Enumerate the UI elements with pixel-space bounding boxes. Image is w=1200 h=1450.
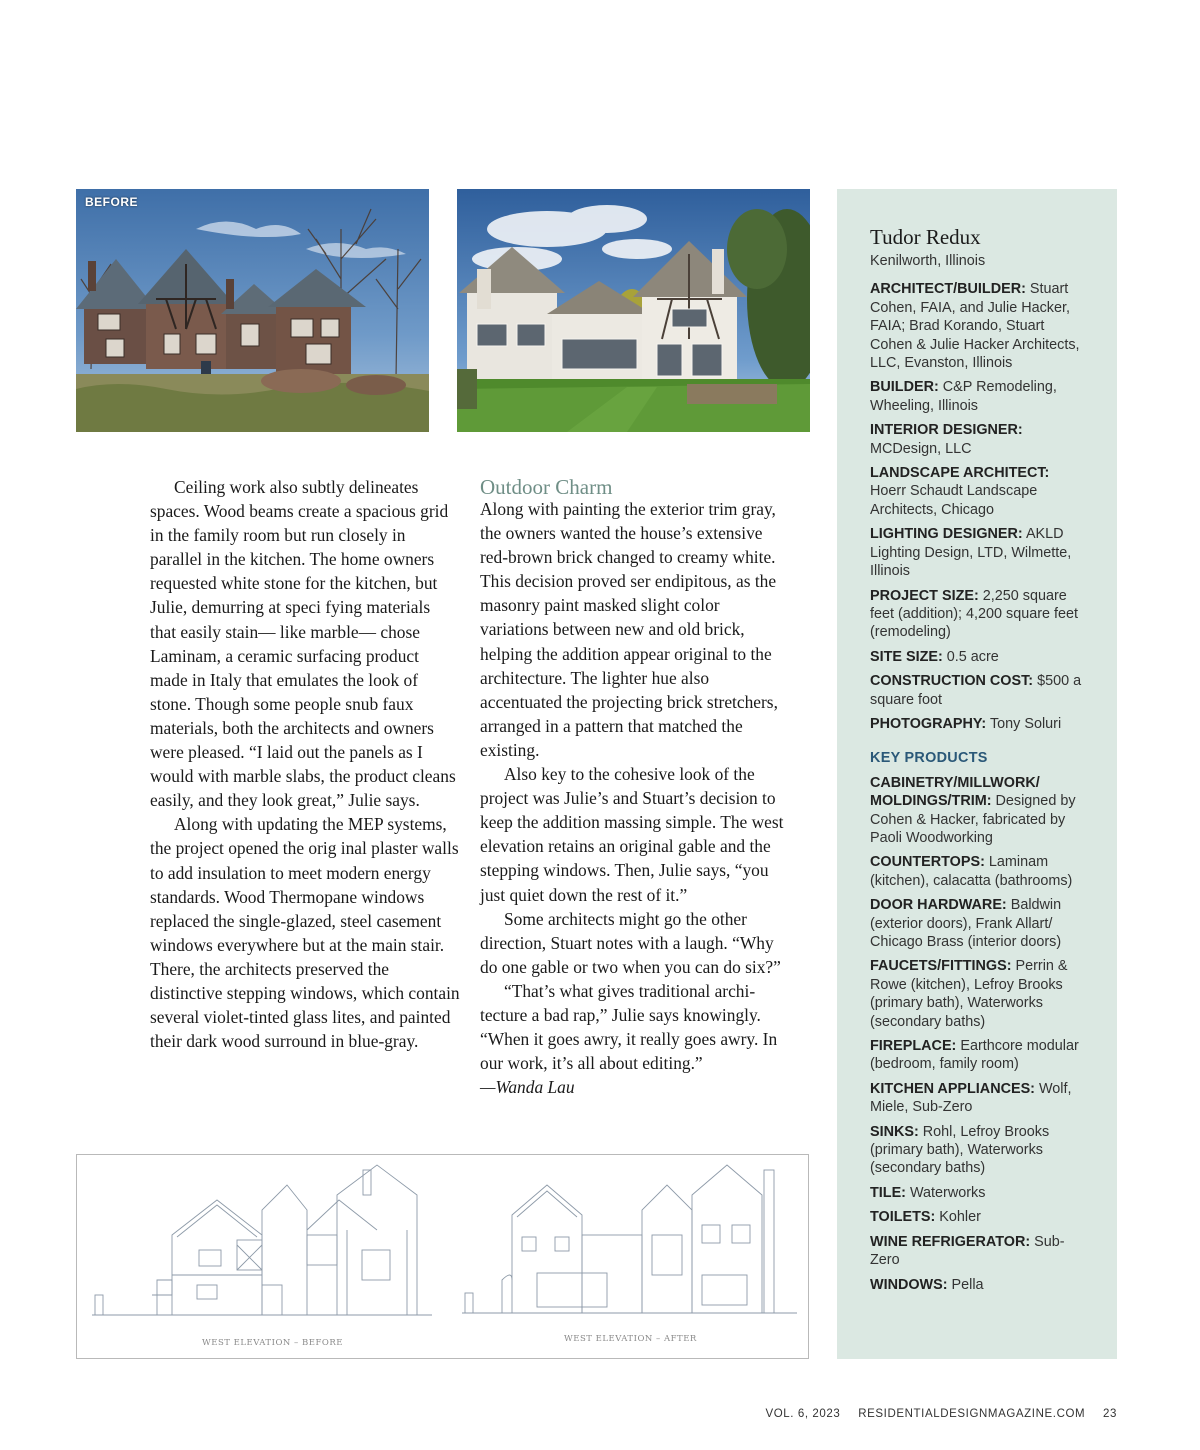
paragraph: Some architects might go the other direction, Stuart notes with a laugh. “Why do one gable or two when you can do six?” xyxy=(480,908,781,977)
tudor-house-after-image xyxy=(457,189,810,432)
section-heading: Outdoor Charm xyxy=(480,475,613,499)
after-photo xyxy=(457,189,810,432)
entry-value: MCDesign, LLC xyxy=(870,440,972,457)
before-label: BEFORE xyxy=(85,195,139,209)
sidebar-entry xyxy=(870,1276,1087,1294)
products-list xyxy=(870,774,1087,1294)
entry-label: SINKS: xyxy=(870,1123,919,1140)
entry-label: DOOR HARDWARE: xyxy=(870,897,1007,914)
entry-value: 0.5 acre xyxy=(946,648,999,665)
entry-label: WINE REFRIGERATOR: xyxy=(870,1233,1031,1250)
elevation-drawings xyxy=(76,1154,809,1359)
tudor-house-before-image xyxy=(76,189,429,432)
entry-label: COUNTERTOPS: xyxy=(870,854,985,871)
entry-label: KITCHEN APPLIANCES: xyxy=(870,1080,1035,1097)
sidebar-entry xyxy=(870,525,1087,580)
project-location: Kenilworth, Illinois xyxy=(870,253,986,269)
sidebar-entry xyxy=(870,1037,1087,1074)
sidebar-entry xyxy=(870,587,1087,642)
entry-value: Waterworks xyxy=(909,1184,986,1201)
project-credits-sidebar xyxy=(837,189,1117,1359)
paragraph: Along with updating the MEP systems, the project opened the orig inal plaster walls to add insulation to meet modern energy standards. Wood Thermopane windows replaced the single-glazed, steel casement windows everywhere but at the main stair. There, the architects preserved the distinctive stepping windows, which contain several violet-tinted glass lites, and painted their dark wood surround in blue-gray. xyxy=(150,814,460,1052)
entry-value: C&P Remodeling, Wheeling, Illinois xyxy=(870,379,1057,414)
entry-label: INTERIOR DESIGNER: xyxy=(870,422,1023,439)
sidebar-entry xyxy=(870,774,1087,848)
entry-label: SITE SIZE: xyxy=(870,648,943,665)
sidebar-entry xyxy=(870,672,1087,709)
entry-value: Kohler xyxy=(939,1209,981,1226)
sidebar-entry xyxy=(870,1080,1087,1117)
entry-value: Designed by Cohen & Hacker, fabricated by Paoli Woodworking xyxy=(870,793,1076,846)
entry-value: Baldwin (exterior doors), Frank Allart/ Chicago Brass (interior doors) xyxy=(870,897,1062,950)
entry-label: PROJECT SIZE: xyxy=(870,587,979,604)
paragraph: Also key to the cohesive look of the project was Julie’s and Stuart’s decision to keep the addition massing simple. The west elevation retains an original gable and the stepping windows. Then, Julie says, “you just quiet down the rest of it.” xyxy=(480,764,784,905)
elevation-line-drawing xyxy=(77,1155,808,1358)
sidebar-entry xyxy=(870,853,1087,890)
sidebar-entry xyxy=(870,957,1087,1031)
sidebar-entry xyxy=(870,378,1087,415)
entry-value: AKLD Lighting Design, LTD, Wilmette, Illinois xyxy=(870,526,1072,580)
entry-value: Sub-Zero xyxy=(870,1233,1065,1269)
sidebar-entry xyxy=(870,421,1087,458)
project-title: Tudor Redux xyxy=(870,225,981,249)
key-products-heading: KEY PRODUCTS xyxy=(870,750,988,767)
entry-label: FAUCETS/FITTINGS: xyxy=(870,958,1012,975)
credits-list xyxy=(870,280,1087,733)
entry-label: FIREPLACE: xyxy=(870,1038,957,1055)
page-footer xyxy=(765,1408,1117,1420)
page-number: 23 xyxy=(1103,1408,1117,1420)
entry-value: Earthcore modular (bedroom, family room) xyxy=(870,1038,1079,1073)
sidebar-entry xyxy=(870,464,1087,519)
entry-value: Rohl, Lefroy Brooks (primary bath), Waterworks (secondary baths) xyxy=(870,1123,1050,1177)
entry-label: TILE: xyxy=(870,1184,906,1201)
sidebar-entry xyxy=(870,715,1087,733)
entry-value: Hoerr Schaudt Landscape Architects, Chicago xyxy=(870,483,1038,518)
sidebar-entry xyxy=(870,280,1087,372)
article-column-1 xyxy=(150,475,460,1053)
entry-value: $500 a square foot xyxy=(870,673,1082,708)
sidebar-entry xyxy=(870,648,1087,666)
entry-value: Tony Soluri xyxy=(989,715,1062,732)
entry-label: BUILDER: xyxy=(870,379,939,396)
sidebar-entry xyxy=(870,1123,1087,1178)
entry-label: TOILETS: xyxy=(870,1209,936,1226)
entry-label: PHOTOGRAPHY: xyxy=(870,715,987,732)
sidebar-entry xyxy=(870,1233,1087,1270)
entry-value: Laminam (kitchen), calacatta (bathrooms) xyxy=(870,854,1073,889)
paragraph: Ceiling work also subtly delineates spaces. Wood beams create a spacious grid in the family room but run closely in parallel in the kitchen. The home owners requested white stone for the kitchen, but Julie, demurring at speci fying materials that easily stain— like marble— chose Laminam, a ceramic surfacing product made in Italy that emulates the look of stone. Though some people snub faux materials, both the architects and owners were pleased. “I laid out the panels as I would with marble slabs, the product cleans easily, and they look great,” Julie says. xyxy=(150,477,456,811)
sidebar-entry xyxy=(870,896,1087,951)
entry-label: CABINETRY/MILLWORK/ MOLDINGS/TRIM: xyxy=(870,774,1040,810)
entry-value: Stuart Cohen, FAIA, and Julie Hacker, FAIA; Brad Korando, Stuart Cohen & Julie Hacker Architects, LLC, Evanston, Illinois xyxy=(870,281,1080,372)
entry-label: CONSTRUCTION COST: xyxy=(870,673,1034,690)
entry-label: WINDOWS: xyxy=(870,1276,948,1293)
entry-label: LANDSCAPE ARCHITECT: xyxy=(870,465,1050,482)
paragraph: “That’s what gives traditional archi tecture a bad rap,” Julie says knowingly. “When it goes awry, it really goes awry. In our work, it’s all about editing.” xyxy=(480,980,778,1074)
paragraph: Along with painting the exterior trim gray, the owners wanted the house’s extensive red-brown brick changed to creamy white. This decision proved ser endipitous, as the masonry paint masked slight color variations between new and old brick, helping the addition appear original to the architecture. The lighter hue also accentuated the projecting brick stretchers, arranged in a pattern that matched the existing. xyxy=(480,499,778,760)
before-photo xyxy=(76,189,429,432)
entry-value: 2,250 square feet (addition); 4,200 square feet (remodeling) xyxy=(870,587,1079,641)
before-elevation-label: WEST ELEVATION – BEFORE xyxy=(202,1338,343,1348)
entry-label: ARCHITECT/BUILDER: xyxy=(870,281,1026,298)
entry-label: LIGHTING DESIGNER: xyxy=(870,526,1023,543)
entry-value: Perrin & Rowe (kitchen), Lefroy Brooks (primary bath), Waterworks (secondary baths) xyxy=(870,958,1068,1030)
entry-value: Wolf, Miele, Sub-Zero xyxy=(870,1080,1072,1116)
entry-value: Pella xyxy=(951,1276,984,1293)
sidebar-entry xyxy=(870,1208,1087,1226)
issue-volume: VOL. 6, 2023 xyxy=(765,1408,841,1420)
article-column-2 xyxy=(480,475,790,1099)
author-signature: —Wanda Lau xyxy=(480,1077,575,1098)
magazine-site: RESIDENTIALDESIGNMAGAZINE.COM xyxy=(858,1408,1086,1420)
after-elevation-label: WEST ELEVATION – AFTER xyxy=(564,1334,697,1344)
sidebar-entry xyxy=(870,1184,1087,1202)
